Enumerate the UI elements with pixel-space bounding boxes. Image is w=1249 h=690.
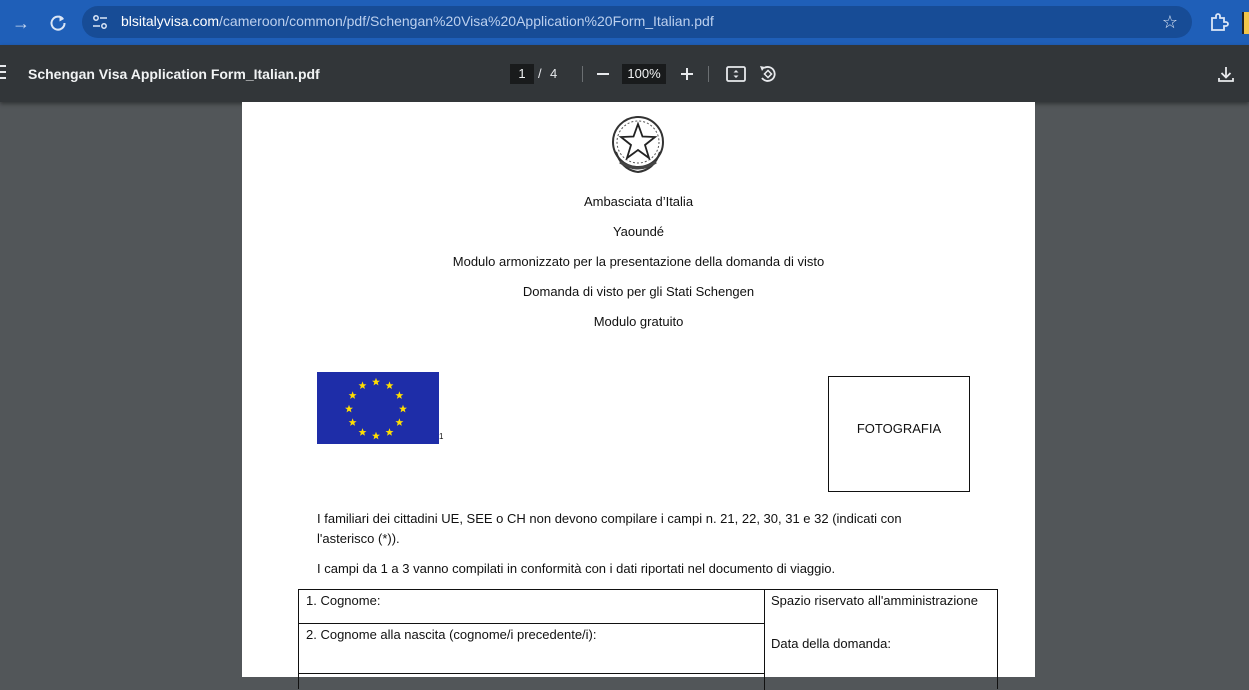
photo-box: FOTOGRAFIA [828,376,970,492]
plus-icon [675,62,699,86]
url-path: /cameroon/common/pdf/Schengan%20Visa%20Application%20Form_Italian.pdf [219,13,714,29]
table-column-divider [764,590,765,690]
toolbar-divider [582,66,583,82]
notice-family-members: I familiari dei cittadini UE, SEE o CH non devono compilare i campi n. 21, 22, 30, 31 e 32 (indicati con l'asterisco (*)). [317,511,902,546]
fit-page-button[interactable] [724,62,748,86]
minus-icon [591,62,615,86]
form-subtitle-1: Modulo armonizzato per la presentazione della domanda di visto [452,254,825,269]
url-domain: blsitalyvisa.com [121,13,220,29]
fit-to-page-icon [724,62,748,86]
zoom-out-button[interactable] [591,62,615,86]
admin-date-label: Data della domanda: [771,636,891,651]
eu-star-icon [359,428,367,436]
download-button[interactable] [1214,62,1238,86]
rotate-icon [756,62,780,86]
eu-star-icon [395,391,403,399]
form-subtitle-2: Domanda di visto per gli Stati Schengen [522,284,755,299]
eu-star-icon [399,405,407,413]
reload-icon[interactable] [47,12,69,34]
eu-flag [317,372,439,444]
page-total: 4 [550,66,558,81]
page-separator: / [538,66,542,81]
field-surname: 1. Cognome: [306,593,381,608]
italian-emblem-icon [608,112,668,176]
notice-travel-document: I campi da 1 a 3 vanno compilati in conformità con i dati riportati nel documento di viaggio. [317,561,836,576]
embassy-name: Ambasciata d’Italia [583,194,694,209]
site-settings-icon[interactable] [92,14,108,30]
url-bar[interactable] [82,6,1192,38]
eu-star-icon [349,418,357,426]
eu-stars-icon [317,372,439,444]
flag-footnote: 1 [439,432,444,441]
browser-address-bar [0,0,1249,45]
form-table [298,589,998,689]
url-text[interactable] [121,13,714,29]
eu-star-icon [345,405,353,413]
table-divider [299,673,764,674]
pdf-page [242,102,1035,677]
eu-star-icon [386,428,394,436]
embassy-city: Yaoundé [612,224,665,239]
toolbar-divider [708,66,709,82]
zoom-in-button[interactable] [675,62,699,86]
eu-star-icon [372,432,380,440]
eu-star-icon [372,378,380,386]
forward-icon[interactable]: → [12,13,30,33]
eu-star-icon [359,381,367,389]
download-icon [1214,62,1238,86]
side-panel-edge[interactable] [1242,12,1249,34]
eu-star-icon [395,418,403,426]
bookmark-star-icon[interactable]: ☆ [1161,12,1178,32]
pdf-toolbar [0,45,1249,102]
rotate-button[interactable] [756,62,780,86]
extensions-icon[interactable] [1208,11,1230,33]
document-title: Schengan Visa Application Form_Italian.pdf [28,66,320,82]
table-divider [299,623,764,624]
form-subtitle-3: Modulo gratuito [593,314,684,329]
menu-icon[interactable] [0,65,6,81]
zoom-input[interactable]: 100% [622,64,666,84]
eu-star-icon [349,391,357,399]
eu-star-icon [386,381,394,389]
page-number-input[interactable]: 1 [510,64,534,84]
admin-header: Spazio riservato all'amministrazione [771,593,978,608]
field-birth-surname: 2. Cognome alla nascita (cognome/i precedente/i): [306,627,597,642]
